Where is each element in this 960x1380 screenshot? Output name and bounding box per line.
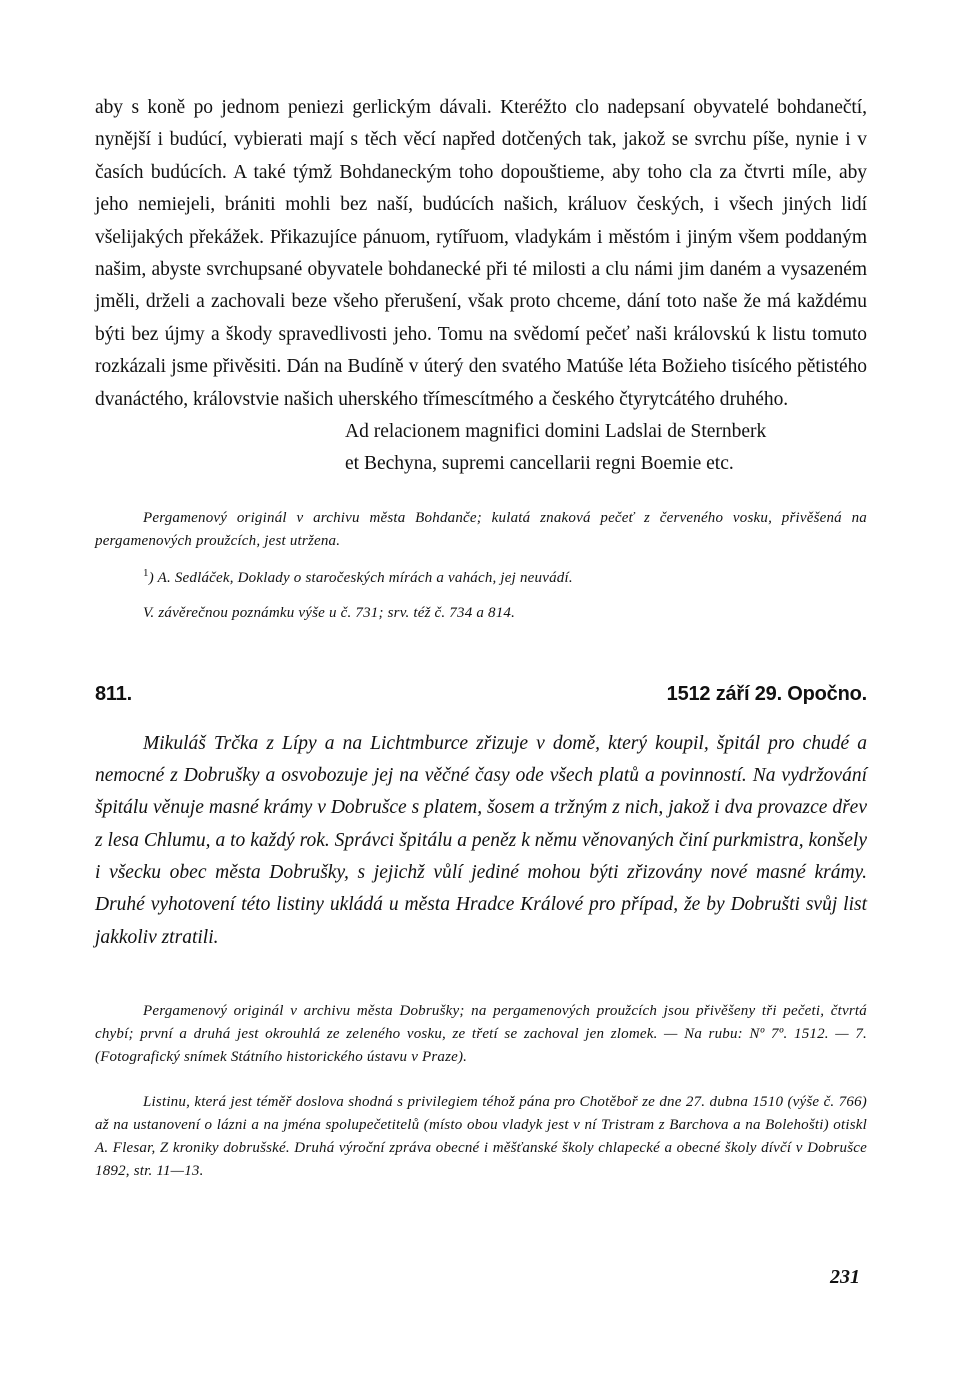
footnote: $^1$) A. Sedláček, Doklady o staročeských mírách a vahách, jej neuvádí. — [143, 566, 573, 586]
document-header — [95, 683, 867, 706]
footnote-mark: 1 — [143, 566, 149, 579]
document-number: 811. — [95, 682, 133, 705]
relacio-line: et Bechyna, supremi cancellarii regni Boemie etc. — [345, 453, 734, 475]
document-description: Pergamenový originál v archivu města Dobrušky; na pergamenových proužcích jsou přivěšeny tři pečeti, čtvrtá chybí; první a druhá jest okrouhlá ze zeleného vosku, ze třetí se zachoval jen zlomek. — Na rubu: Nº 7º. 1512. — 7. (Fotografický snímek Státního historického ústavu v Praze). — [95, 1002, 867, 1065]
page-body — [95, 92, 867, 1183]
original-note: Pergamenový originál v archivu města Bohdanče; kulatá znaková pečeť z červeného vosku, přivěšená na pergamenových proužcích, jest utržena. — [95, 509, 867, 549]
document-date-place: 1512 září 29. Opočno. — [666, 682, 867, 705]
regest: Mikuláš Trčka z Lípy a na Lichtmburce zřizuje v domě, který koupil, špitál pro chudé a nemocné z Dobrušky a osvobozuje jej na věčné časy ode všech platů a povinností. Na vydržování špitálu věnuje masné krámy v Dobrušce s platem, šosem a tržným z nich, jakož i dva provazce dřev z lesa Chlumu, a to každý rok. Správci špitálu a peněz k němu věnovaných činí purkmistra, konšely i všecku obec města Dobrušky, s jejichž vůlí jediné mohou býti zřizovány nové masné krámy. Druhé vyhotovení této listiny ukládá u města Hradce Králové pro případ, že by Dobrušti svůj list jakkoliv ztratili. — [95, 732, 867, 948]
relacio-line: Ad relacionem magnifici domini Ladslai de Sternberk — [345, 421, 767, 443]
previous-document-notes — [95, 507, 867, 553]
cross-reference: V. závěrečnou poznámku výše u č. 731; srv. též č. 734 a 814. — [143, 604, 516, 621]
charter-text: aby s koně po jednom peniezi gerlickým dávali. Kteréžto clo nadepsaní obyvatelé bohdanečtí, nynější i budúcí, vybierati mají s těch věcí napřed dotčených tak, jakož se svrchu píše, nynie i v časích budúcích. A také týmž Bohdaneckým toho dopouštieme, aby toho cla za čtvrti míle, aby jeho nemiejeli, brániti mohli bez naší, budúcích našich, králuov českých, i všech jiných lidí všelijakých překážek. Přikazujíce pánuom, rytířuom, vladykám i městóm i jiným všem poddaným našim, abyste svrchupsané obyvatele bohdanecké při té milosti a clu námi jim daném a vysazeném jměli, drželi a zachovali beze všeho přerušení, však proto chceme, dání toto naše že má každému býti bez újmy a škody spravedlivosti jeho. Tomu na svědomí pečeť naši královskú k listu tomuto rozkázali jsme přivěsiti. Dán na Budíně v úterý den svatého Matúše léta Božieho tisícého pětistého dvanáctého, královstvie našich uherského třímescítmého a českého čtyrytcátého druhého. — [95, 97, 867, 410]
page-number: 231 — [830, 1266, 860, 1288]
footnote-text: A. Sedláček, Doklady o staročeských mírách a vahách, jej neuvádí. — [157, 569, 573, 586]
edition-note: Listinu, která jest téměř doslova shodná s privilegiem téhož pána pro Chotěboř ze dne 27. dubna 1510 (výše č. 766) až na ustanovení o lázni a na jména spolupečetitelů (místo obou vladyk jest v ní Tristram z Barchova a na Bolehošti) otiskl A. Flesar, Z kroniky dobrušské. Druhá výroční zpráva obecné i měšťanské školy chlapecké a obecné školy dívčí v Dobrušce 1892, str. 11—13. — [95, 1093, 867, 1179]
